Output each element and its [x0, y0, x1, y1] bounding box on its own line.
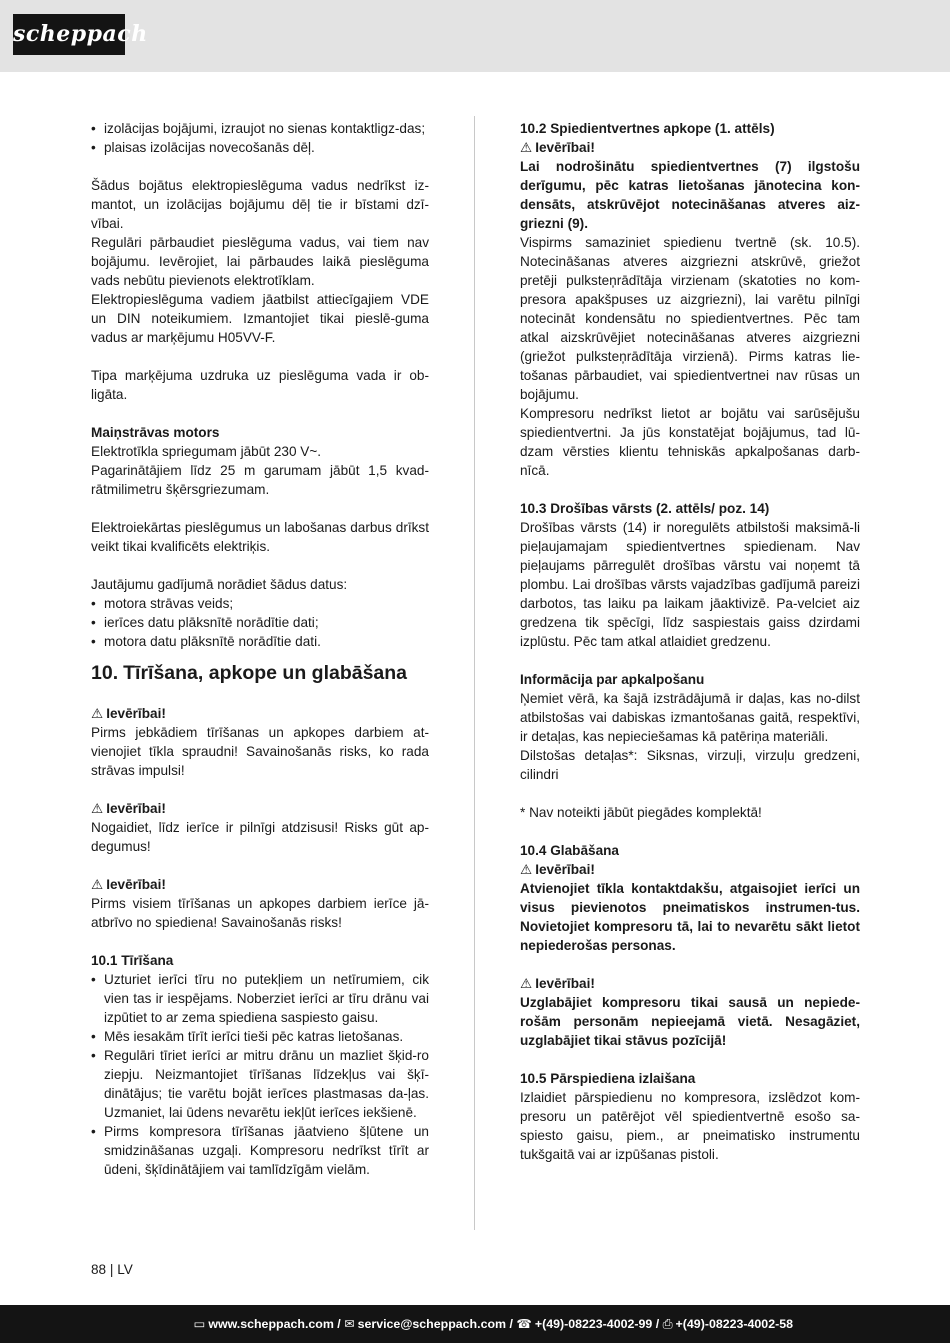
- section-number: 10.: [91, 662, 119, 684]
- paragraph: Drošības vārsts (14) ir noregulēts atbilstoši maksimā-li pieļaujamajam spiedientvertnes spiedienam. Nav pieļaujams pārregulēt drošības vārstu vai noņemt tā plombu. Lai drošības vārsts vajadzības gadījumā pareizi darbotos, tas laiku pa laikam jāaktivizē. Pa-velciet aiz gredzena tik spēcīgi, līdz saspiestais gaiss dzirdami izplūstu. Pēc tam atkal atlaidiet gredzenu.: [520, 520, 860, 649]
- warning-icon: ⚠: [91, 877, 104, 892]
- footer-email[interactable]: service@scheppach.com /: [357, 1317, 513, 1331]
- fax-icon: ⎙: [662, 1317, 673, 1331]
- paragraph: Tipa marķējuma uzdruka uz pieslēguma vada ir ob-ligāta.: [91, 368, 429, 402]
- list-item: • Mēs iesakām tīrīt ierīci tieši pēc katras lietošanas.: [91, 1027, 429, 1046]
- paragraph: Elektrotīkla spriegumam jābūt 230 V~.: [91, 444, 322, 459]
- list-item: • izolācijas bojājumi, izraujot no sienas kontaktligz-das;: [91, 119, 429, 138]
- cleaning-list: [91, 970, 429, 1179]
- list-item: • Uzturiet ierīci tīru no putekļiem un netīrumiem, cik vien tas ir iespējams. Noberziet ierīci ar tīru drānu vai izpūtiet to ar zema spiediena saspiesto gaisu.: [91, 970, 429, 1027]
- subsection-heading: 10.1 Tīrīšana: [91, 953, 174, 968]
- subsection-heading: 10.5 Pārspiediena izlaišana: [520, 1071, 696, 1086]
- paragraph: Elektropieslēguma vadiem jāatbilst attiecīgajiem VDE un DIN noteikumiem. Izmantojiet tikai pieslē-guma vadus ar marķējumu H05VV-F.: [91, 292, 429, 345]
- left-column: [91, 119, 429, 1179]
- warning-icon: ⚠: [520, 976, 533, 991]
- subsection-heading: 10.3 Drošības vārsts (2. attēls/ poz. 14): [520, 501, 770, 516]
- paragraph: Izlaidiet pārspiedienu no kompresora, izslēdzot kom-presoru un patērējot vēl spiedientvertnē esošo sa-spiesto gaisu, piem., ar pneimatisko instrumentu tukšgaitā vai ar izpūšanas pistoli.: [520, 1090, 860, 1162]
- footer-web[interactable]: www.scheppach.com /: [208, 1317, 341, 1331]
- phone-icon: ☎: [516, 1317, 532, 1331]
- page-number: 88 | LV: [91, 1262, 133, 1277]
- warning-text: Uzglabājiet kompresoru tikai sausā un nepiede-rošām personām nepieejamā vietā. Nesagāziet, uzglabājiet tikai stāvus pozīcijā!: [520, 995, 860, 1048]
- footnote: * Nav noteikti jābūt piegādes komplektā!: [520, 805, 762, 820]
- paragraph: Jautājumu gadījumā norādiet šādus datus:: [91, 577, 348, 592]
- motor-heading: Maiņstrāvas motors: [91, 425, 220, 440]
- scheppach-logo: scheppach: [13, 14, 125, 55]
- warning-heading: ⚠ Ievērībai!: [520, 140, 595, 155]
- service-heading: Informācija par apkalpošanu: [520, 672, 705, 687]
- paragraph: Vispirms samaziniet spiedienu tvertnē (sk. 10.5). Notecināšanas atveres aizgriezni atskrūvē, griežot pretēji pulksteņrādītāja virzienam (skatoties no kom-presora apakšpuses uz aizgriezni), lai varētu pilnīgi notecināt kondensātu no spiedientvertnes. Pēc tam atkal aizskrūvējiet notecināšanas atveres aizgriezni (griežot pulksteņrādītāja virzienā). Pirms katras lie-tošanas pārbaudiet, vai spiedientvertnei nav rūsas un bojājumu.: [520, 235, 860, 402]
- paragraph: Pagarinātājiem līdz 25 m garumam jābūt 1,5 kvad-rātmilimetru šķērsgriezumam.: [91, 463, 429, 497]
- list-item: • Regulāri tīriet ierīci ar mitru drānu un mazliet šķid-ro ziepju. Neizmantojiet tīrīšanas līdzekļus vai šķī-dinātājus; tie varētu bojāt ierīces plastmasas da-ļas. Uzmaniet, lai ūdens nevarētu iekļūt ierīces iekšienē.: [91, 1046, 429, 1122]
- warning-heading: ⚠ Ievērībai!: [91, 877, 166, 892]
- warning-text: Lai nodrošinātu spiedientvertnes (7) ilgstošu derīgumu, pēc katras lietošanas jānotecina kon-densāts, atskrūvējot notecināšanas atveres aiz-griezni (9).: [520, 159, 860, 231]
- list-item: • Pirms kompresora tīrīšanas jāatvieno šļūtene un smidzināšanas uzgaļi. Kompresoru nedrīkst tīrīt ar ūdeni, šķīdinātājiem vai tamlīdzīgām vielām.: [91, 1122, 429, 1179]
- list-item: • plaisas izolācijas novecošanās dēļ.: [91, 138, 429, 157]
- paragraph: Dilstošas detaļas*: Siksnas, virzuļi, virzuļu gredzeni, cilindri: [520, 748, 860, 782]
- warning-text: Atvienojiet tīkla kontaktdakšu, atgaisojiet ierīci un visus pievienotos pneimatiskos instrumen-tus. Novietojiet kompresoru tā, lai to nevarētu sākt lietot nepiederošas personas.: [520, 881, 860, 953]
- paragraph: Kompresoru nedrīkst lietot ar bojātu vai sarūsējušu spiedientvertni. Ja jūs konstatējat bojājumus, tad lū-dzam vērsties klientu tehniskās apkalpošanas darb-nīcā.: [520, 406, 860, 478]
- warning-icon: ⚠: [91, 706, 104, 721]
- list-item: • ierīces datu plāksnītē norādītie dati;: [91, 613, 429, 632]
- warning-text: Pirms visiem tīrīšanas un apkopes darbiem ierīce jā-atbrīvo no spiediena! Savainošanās risks!: [91, 896, 429, 930]
- warning-icon: ⚠: [520, 140, 533, 155]
- list-item: • motora strāvas veids;: [91, 594, 429, 613]
- section-heading: [91, 659, 429, 687]
- warning-text: Nogaidiet, līdz ierīce ir pilnīgi atdzisusi! Risks gūt ap-degumus!: [91, 820, 429, 854]
- page-footer: [0, 1305, 950, 1343]
- section-title: Tīrīšana, apkope un glabāšana: [123, 662, 408, 684]
- subsection-heading: 10.4 Glabāšana: [520, 843, 619, 858]
- list-item: • motora datu plāksnītē norādītie dati.: [91, 632, 429, 651]
- mail-icon: ✉: [344, 1317, 355, 1331]
- warning-icon: ⚠: [520, 862, 533, 877]
- footer-phone: +(49)-08223-4002-99 /: [534, 1317, 660, 1331]
- subsection-heading: 10.2 Spiedientvertnes apkope (1. attēls): [520, 121, 775, 136]
- warning-heading: ⚠ Ievērībai!: [91, 706, 166, 721]
- page-header: [0, 0, 950, 72]
- paragraph: Regulāri pārbaudiet pieslēguma vadus, vai tiem nav bojājumu. Ievērojiet, lai pārbaudes laikā pieslēguma vads nebūtu pievienots elektrotīklam.: [91, 235, 429, 288]
- warning-heading: ⚠ Ievērībai!: [520, 862, 595, 877]
- footer-fax: +(49)-08223-4002-58: [675, 1317, 793, 1331]
- data-list: [91, 594, 429, 651]
- warning-icon: ⚠: [91, 801, 104, 816]
- paragraph: Ņemiet vērā, ka šajā izstrādājumā ir daļas, kas no-dilst atbilstošas vai dabiskas izmantošanas gaitā, respektīvi, ir detaļas, kas nepieciešamas kā patēriņa materiāli.: [520, 691, 860, 744]
- computer-icon: ▭: [193, 1317, 206, 1331]
- paragraph: Šādus bojātus elektropieslēguma vadus nedrīkst iz-mantot, un izolācijas bojājumu dēļ tie ir bīstami dzī-vībai.: [91, 178, 429, 231]
- warning-text: Pirms jebkādiem tīrīšanas un apkopes darbiem at-vienojiet tīkla spraudni! Savainošanās risks, ko rada strāvas impulsi!: [91, 725, 429, 778]
- column-divider: [474, 116, 475, 1230]
- insulation-damage-list: [91, 119, 429, 157]
- warning-heading: ⚠ Ievērībai!: [520, 976, 595, 991]
- right-column: [520, 119, 860, 1164]
- warning-heading: ⚠ Ievērībai!: [91, 801, 166, 816]
- paragraph: Elektroiekārtas pieslēgumus un labošanas darbus drīkst veikt tikai kvalificēts elektriķis.: [91, 520, 429, 554]
